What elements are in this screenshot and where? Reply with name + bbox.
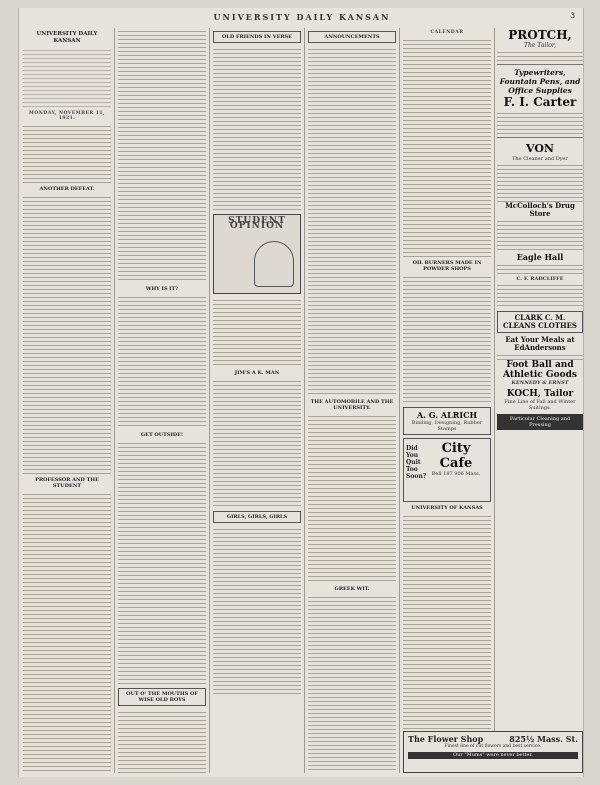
ad-eagle-hall: Eagle Hall: [516, 252, 564, 262]
newspaper-page: [18, 8, 584, 777]
radcliffe-details: [497, 282, 583, 308]
ad-mccollochs: McColloch's Drug Store: [505, 201, 575, 218]
calendar-heading: CALENDAR: [430, 30, 464, 35]
cartoon-label: STUDENT OPINION: [228, 216, 286, 232]
article-automobile: [308, 413, 396, 583]
ad-radcliffe: C. F. RADCLIFFE: [516, 276, 564, 282]
column-2: [118, 28, 206, 773]
date-line: MONDAY, NOVEMBER 11, 1921.: [28, 111, 106, 122]
flower-shop-tagline: Our "Mums" were never better.: [408, 752, 578, 759]
city-cafe-name: City Cafe: [439, 441, 473, 472]
heading-oil-burners: OIL BURNERS MADE IN POWDER SHOPS: [412, 260, 482, 273]
paper-name: UNIVERSITY DAILY KANSAN: [36, 31, 98, 44]
verse-text: [213, 46, 301, 211]
clark-name: CLARK C. M. CLEANS CLOTHES: [503, 313, 577, 330]
cartoon-figure: [254, 241, 294, 287]
heading-automobile-university: THE AUTOMOBILE AND THE UNIVERSITY.: [310, 399, 394, 411]
staff-listing: [23, 47, 111, 109]
carter-details: [497, 110, 583, 134]
protch-details: [497, 49, 583, 61]
column-rule: [494, 28, 495, 773]
calendar-text: [403, 37, 491, 257]
article-why-is-it: [118, 294, 206, 429]
column-rule: [399, 28, 400, 773]
heading-another-defeat: ANOTHER DEFEAT.: [39, 186, 95, 193]
box-wise-old-boys: OUT O' THE MOUTHS OF WISE OLD BOYS: [118, 688, 206, 706]
announcements-text: [308, 46, 396, 396]
university-kansas-text: [403, 513, 491, 753]
eat-details: [497, 352, 583, 360]
ad-clark: [497, 311, 583, 333]
heading-why-is-it: WHY IS IT?: [145, 286, 179, 292]
article-wise-old-boys: [118, 709, 206, 773]
heading-get-outside: GET OUTSIDE!: [140, 432, 184, 438]
alrich-sub: Binding, Designing, Rubber Stamps: [411, 420, 483, 433]
article-continued: [118, 28, 206, 283]
heading-professor-student: PROFESSOR AND THE STUDENT: [35, 477, 99, 490]
article-get-outside: [118, 440, 206, 685]
ad-kennedy: KENNEDY & ERNST: [511, 380, 569, 386]
ad-alrich: [403, 407, 491, 435]
ad-protch-tailor: The Tailor,: [523, 42, 556, 49]
ad-koch-sub: Fine Line of Fall and Winter Suitings.: [504, 399, 576, 411]
heading-greek-wit: GREEK WIT.: [334, 586, 370, 592]
divider: [497, 64, 583, 65]
column-1: [23, 28, 111, 773]
box-old-friends-in-verse: OLD FRIENDS IN VERSE: [213, 31, 301, 43]
alrich-name: A. G. ALRICH: [416, 410, 478, 421]
column-4: [308, 28, 396, 773]
article-professor-student: [23, 491, 111, 773]
ad-typewriters: Typewriters, Fountain Pens, and Office Supplies: [499, 68, 581, 95]
box-girls-girls-girls: GIRLS, GIRLS, GIRLS: [213, 511, 301, 523]
box-announcements: ANNOUNCEMENTS: [308, 31, 396, 43]
ad-eat: Eat Your Meals at EdAndersons: [505, 335, 575, 352]
ad-von-sub: The Cleaner and Dyer: [512, 156, 568, 162]
page-number: 3: [570, 12, 575, 20]
column-rule: [114, 28, 115, 773]
ad-football: Foot Ball and Athletic Goods: [503, 360, 577, 380]
flower-shop-sub: Finest line of cut flowers and best service.: [444, 744, 542, 749]
column-rule: [304, 28, 305, 773]
ad-carter: F. I. Carter: [503, 95, 577, 109]
editorial-text: [23, 123, 111, 183]
article-another-defeat: [23, 194, 111, 474]
column-5: [403, 28, 491, 773]
heading-jims-a-k-man: JIM'S A K. MAN: [234, 370, 280, 376]
column-6-ads: [497, 28, 583, 773]
article-oil-burners: [403, 274, 491, 404]
ad-protch: PROTCH,: [508, 28, 572, 42]
student-opinion-text: [213, 297, 301, 367]
divider: [497, 137, 583, 138]
column-rule: [209, 28, 210, 773]
article-greek-wit: [308, 594, 396, 773]
ad-city-cafe: [403, 438, 491, 502]
column-3: [213, 28, 301, 773]
eagle-hall-details: [497, 262, 583, 276]
masthead: UNIVERSITY DAILY KANSAN: [213, 12, 391, 22]
ad-von: VON: [526, 142, 554, 155]
ad-particular-cleaning: Particular Cleaning and Pressing: [497, 414, 583, 430]
city-cafe-phone: Bell 187 906 Mass.: [431, 471, 481, 478]
mccollochs-details: [497, 218, 583, 252]
flower-shop-address: 825½ Mass. St.: [509, 734, 578, 744]
von-details: [497, 162, 583, 202]
ad-flower-shop: [403, 731, 583, 773]
city-cafe-side: Did You Quit Too Soon?: [406, 445, 427, 481]
ad-koch: KOCH, Tailor: [506, 389, 574, 399]
article-girls: [213, 526, 301, 696]
article-jims-a-k-man: [213, 378, 301, 508]
flower-shop-name: The Flower Shop: [408, 734, 484, 744]
student-opinion-cartoon: [213, 214, 301, 294]
heading-university-kansas: UNIVERSITY OF KANSAS: [411, 505, 483, 512]
